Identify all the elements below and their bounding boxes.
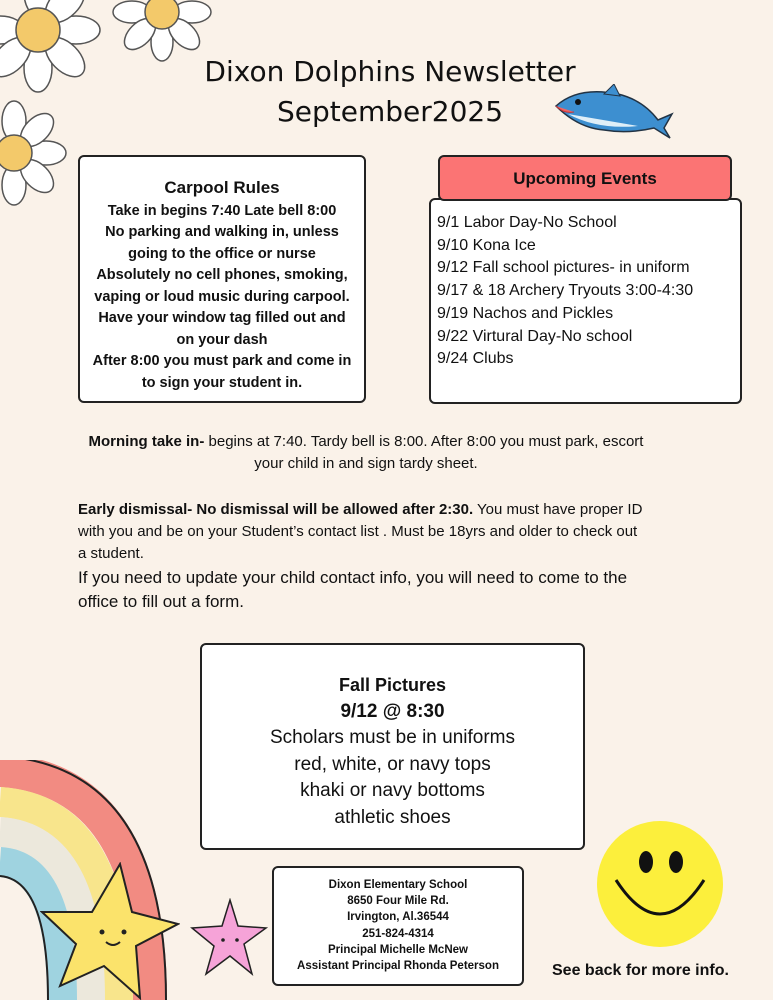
school-name: Dixon Elementary School (328, 879, 468, 891)
carpool-rule: No parking and walking in, unless going to the office or nurse (105, 224, 339, 262)
carpool-rule: Absolutely no cell phones, smoking, vaping or loud music during carpool. (94, 267, 350, 305)
pictures-line: khaki or navy bottoms (300, 780, 485, 801)
carpool-rule: After 8:00 you must park and come in to sign your student in. (92, 353, 352, 391)
event-item: 9/24 Clubs (437, 350, 514, 368)
event-item: 9/17 & 18 Archery Tryouts 3:00-4:30 (437, 282, 694, 300)
carpool-rules-box (78, 155, 366, 403)
early-dismissal-paragraph (78, 499, 648, 565)
event-item: 9/10 Kona Ice (437, 236, 536, 254)
pictures-date: 9/12 @ 8:30 (340, 700, 445, 722)
dismissal-label: Early dismissal- No dismissal will be allowed after 2:30. (78, 501, 474, 518)
morning-text: begins at 7:40. Tardy bell is 8:00. After 8:00 you must park, escort your child in and sign tardy sheet. (204, 433, 644, 472)
event-item: 9/12 Fall school pictures- in uniform (437, 259, 690, 277)
school-principal: Principal Michelle McNew (328, 943, 468, 956)
pictures-line: athletic shoes (334, 806, 451, 828)
dismissal-text: You must have proper ID with you and be on your Student’s contact list . Must be 18yrs and older to check out a student. (78, 501, 643, 562)
carpool-heading: Carpool Rules (164, 178, 280, 197)
star-pink-icon (190, 898, 270, 978)
carpool-rule: Have your window tag filled out and on your dash (98, 310, 346, 348)
dolphin-icon (548, 84, 676, 144)
see-back-note: See back for more info. (552, 962, 729, 979)
school-assistant-principal: Assistant Principal Rhonda Peterson (297, 960, 499, 973)
event-item: 9/1 Labor Day-No School (437, 214, 617, 231)
event-item: 9/22 Virtural Day-No school (437, 327, 633, 345)
morning-take-in-paragraph (86, 431, 646, 475)
school-phone: 251-824-4314 (362, 927, 434, 940)
pictures-line: Scholars must be in uniforms (270, 727, 515, 748)
upcoming-events-list (429, 198, 742, 404)
title-line-1: Dixon Dolphins Newsletter (204, 55, 576, 88)
morning-label: Morning take in- (88, 433, 205, 450)
school-city: Irvington, Al.36544 (347, 911, 449, 924)
smiley-face-icon (596, 820, 724, 948)
title-line-2: September2025 (276, 95, 504, 128)
pictures-line: red, white, or navy tops (294, 753, 491, 775)
pictures-heading: Fall Pictures (338, 675, 447, 695)
school-address: 8650 Four Mile Rd. (347, 895, 449, 908)
contact-info-note: If you need to update your child contact info, you will need to come to the office to fill out a form. (78, 568, 628, 611)
carpool-rule: Take in begins 7:40 Late bell 8:00 (107, 202, 337, 219)
school-contact-box (272, 866, 524, 986)
star-yellow-icon (40, 862, 180, 1000)
upcoming-events-header: Upcoming Events (438, 155, 732, 201)
event-item: 9/19 Nachos and Pickles (437, 304, 614, 322)
